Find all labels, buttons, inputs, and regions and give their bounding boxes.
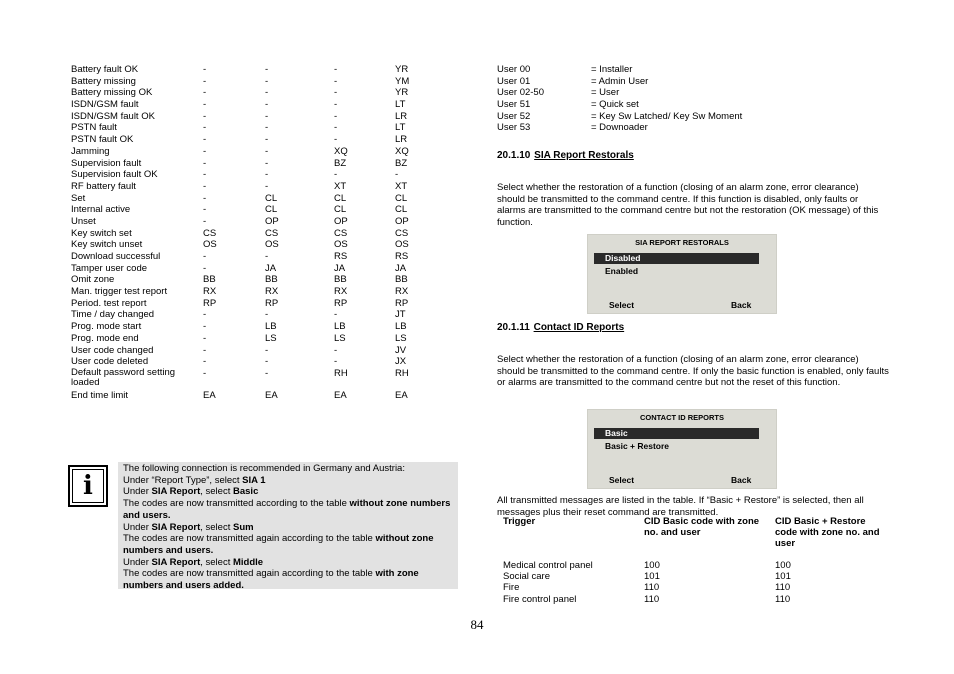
table-row [71,251,431,263]
info-line: Under SIA Report, select Sum [123,521,254,533]
table-row [71,76,431,88]
event-code: CS [334,227,348,239]
table-row [71,390,431,402]
event-code: OS [395,239,409,251]
list-item [497,87,877,99]
event-code: BZ [334,157,347,169]
event-code: CS [395,227,409,239]
table-row [71,333,431,345]
info-icon [66,462,112,512]
table-row [71,274,431,286]
event-code: - [203,251,207,262]
event-code: - [203,332,207,344]
cid-header-basic: CID Basic code with zone no. and user [644,516,760,538]
event-code: - [334,64,338,75]
event-code: - [203,321,207,333]
event-code: CL [265,192,278,204]
table-row [71,122,431,134]
event-name: Jamming [71,145,110,157]
event-code: - [203,87,207,99]
event-code: - [265,251,269,262]
event-name: User code deleted [71,356,149,368]
event-code: BZ [395,157,408,169]
table-row [503,560,893,571]
event-code: RP [334,297,348,309]
event-code: OS [203,239,217,251]
contact-id-screen [587,409,777,489]
event-code: OP [395,215,409,227]
user-id: User 00 [497,64,531,75]
event-code: BB [203,274,216,286]
screen-select-key[interactable]: Select [609,300,635,310]
event-code: - [334,169,338,181]
user-id: User 02-50 [497,87,544,99]
table-row [71,298,431,310]
event-name: Download successful [71,251,161,262]
event-name: Unset [71,215,96,227]
event-code: - [265,367,269,379]
event-code: RH [395,367,409,379]
event-name: ISDN/GSM fault [71,99,139,111]
table-row [71,169,431,181]
event-code: EA [395,389,408,401]
info-line: Under SIA Report, select Basic [123,486,259,498]
list-item [497,99,877,111]
cid-trigger: Fire [503,582,520,594]
page-number: 84 [470,617,484,632]
event-code: - [265,356,269,368]
event-code: XQ [395,145,409,157]
table-row [71,216,431,228]
screen-back-key[interactable]: Back [731,300,752,310]
event-code: RX [395,286,409,298]
event-name: Prog. mode end [71,332,139,344]
cid-code: 110 [775,593,791,605]
event-code: JA [334,262,346,274]
event-code: CS [265,227,279,239]
table-row [71,228,431,240]
table-row [71,158,431,170]
event-name: PSTN fault OK [71,134,134,146]
event-code: - [265,87,269,99]
event-code: - [203,110,207,122]
screen-option-selected[interactable]: Disabled [594,253,759,264]
table-row [71,181,431,193]
event-code: - [265,110,269,122]
table-row [71,204,431,216]
event-name: Key switch unset [71,239,143,251]
event-code: - [203,157,207,169]
event-code: YR [395,64,409,75]
event-code: - [203,180,207,192]
event-code: BB [334,274,347,286]
table-row [71,111,431,123]
event-name: PSTN fault [71,122,117,134]
event-code: XT [395,180,408,192]
event-name: Omit zone [71,274,115,286]
cid-trigger: Social care [503,571,550,583]
event-code: CL [334,204,347,216]
event-code: CL [395,204,408,216]
event-code: YM [395,75,410,87]
cid-code: 110 [775,582,791,594]
event-name: Set [71,192,86,204]
event-code: RS [395,251,409,262]
event-code: OS [334,239,348,251]
event-code: - [265,64,269,75]
cid-table-body [503,560,893,605]
event-code: - [265,99,269,111]
event-name: Default password setting loaded [71,366,176,389]
event-code: RP [203,297,217,309]
event-code: CL [334,192,347,204]
event-name: RF battery fault [71,180,136,192]
screen-option[interactable]: Basic + Restore [605,441,670,451]
info-box [118,462,458,592]
event-code: - [203,356,207,368]
table-row [71,87,431,99]
user-role: = Key Sw Latched/ Key Sw Moment [591,110,743,122]
event-code: OS [265,239,279,251]
cid-code: 101 [644,571,660,583]
event-code: BB [265,274,278,286]
event-code: LB [265,321,277,333]
event-code: - [265,75,269,87]
event-code: - [334,344,338,356]
user-id: User 53 [497,122,531,134]
event-code: - [203,262,207,274]
event-code: - [203,134,207,146]
table-row [503,571,893,582]
list-item [497,122,877,134]
screen-back-key[interactable]: Back [731,475,752,485]
event-name: Battery fault OK [71,64,139,75]
event-name: ISDN/GSM fault OK [71,110,155,122]
list-item [497,111,877,123]
event-code: RH [334,367,348,379]
event-code: JT [395,309,406,321]
table-row [71,134,431,146]
event-code: - [265,122,269,134]
event-name: User code changed [71,344,154,356]
user-role: = Installer [591,64,633,75]
table-row [503,594,893,605]
user-id: User 52 [497,110,531,122]
event-code: LS [265,332,277,344]
section-heading-sia: 20.1.10 SIA Report Restorals [497,150,634,161]
event-code: EA [265,389,278,401]
event-code: RS [334,251,348,262]
event-code: - [203,99,207,111]
cid-code-table [503,516,893,605]
list-item [497,64,877,76]
event-code: JX [395,356,407,368]
event-code: LR [395,134,408,146]
event-code: - [334,87,338,99]
event-code: LS [334,332,346,344]
cid-header-restore: CID Basic + Restore code with zone no. and user [775,516,880,549]
event-name: Tamper user code [71,262,148,274]
table-row [71,146,431,158]
event-name: Time / day changed [71,309,155,321]
table-row [71,64,431,76]
event-code: RP [395,297,409,309]
event-code: - [203,64,207,75]
section-heading-cid: 20.1.11 Contact ID Reports [497,322,625,333]
event-name: Internal active [71,204,131,216]
info-line: The codes are now transmitted again according to the table with zone numbers and users added. [123,568,419,592]
event-name: Battery missing [71,75,136,87]
table-row [71,239,431,251]
cid-header-trigger: Trigger [503,516,536,527]
event-code: LT [395,122,406,134]
event-code: - [265,134,269,146]
event-code: RX [265,286,279,298]
cid-trigger: Medical control panel [503,560,593,571]
info-line: Under “Report Type”, select SIA 1 [123,474,266,486]
event-code: XT [334,180,347,192]
cid-code: 101 [775,571,791,583]
event-code: - [265,157,269,169]
event-code: CL [265,204,278,216]
table-row [71,99,431,111]
event-name: Supervision fault [71,157,142,169]
event-code: - [265,145,269,157]
user-role: = Admin User [591,75,649,87]
user-role: = Quick set [591,99,639,111]
event-code: - [203,344,207,356]
event-code: - [334,122,338,134]
sia-description: Select whether the restoration of a function (closing of an alarm zone, error clearance) should be transmitted to the command centre. If this function is disabled, only faults or alarms are transmitted to the command centre but not the restoration (OK message) of this function. [497,182,879,229]
cid-table-intro: All transmitted messages are listed in the table. If “Basic + Restore” is selected, then all messages plus their reset command are transmitted. [497,495,864,518]
event-code: - [203,309,207,321]
event-name: Battery missing OK [71,87,153,99]
event-code: - [334,309,338,321]
event-code: JA [265,262,277,274]
event-code: EA [203,389,216,401]
list-item [497,76,877,88]
table-row [71,193,431,205]
event-code: - [203,122,207,134]
event-code: EA [334,389,347,401]
table-row [503,582,893,593]
event-code: - [203,192,207,204]
table-row [71,309,431,321]
event-code: - [265,309,269,321]
event-code: YR [395,87,409,99]
event-name: Key switch set [71,227,132,239]
event-code: - [203,367,207,379]
cid-code: 110 [644,593,660,605]
event-code: LR [395,110,408,122]
event-code-table [71,64,431,402]
event-code: LB [395,321,407,333]
event-name: End time limit [71,389,129,401]
table-row [71,345,431,357]
event-code: RX [334,286,348,298]
table-row [71,263,431,275]
screen-option[interactable]: Enabled [605,266,639,276]
info-line: The following connection is recommended in Germany and Austria: [123,463,405,474]
screen-title: SIA REPORT RESTORALS [635,238,729,247]
info-line: The codes are now transmitted again according to the table without zone numbers and users. [123,533,434,556]
screen-option-selected[interactable]: Basic [594,428,759,439]
user-role: = Downoader [591,122,648,134]
event-code: - [265,180,269,192]
event-code: - [334,134,338,146]
event-code: - [203,145,207,157]
event-code: LT [395,99,406,111]
table-row [71,368,431,390]
cid-code: 100 [775,560,791,571]
event-code: LB [334,321,346,333]
event-code: OP [265,215,279,227]
event-code: - [395,169,399,181]
event-code: RP [265,297,279,309]
event-name: Period. test report [71,297,147,309]
event-code: - [203,204,207,216]
event-code: - [203,215,207,227]
event-code: OP [334,215,348,227]
table-row [71,286,431,298]
event-code: - [334,356,338,368]
cid-code: 100 [644,560,660,571]
screen-title: CONTACT ID REPORTS [639,413,725,422]
event-code: CS [203,227,217,239]
event-code: JA [395,262,407,274]
cid-table-header [503,516,893,560]
user-id: User 51 [497,99,531,111]
event-code: - [265,169,269,181]
event-name: Supervision fault OK [71,169,158,181]
event-code: - [334,110,338,122]
event-code: - [203,75,207,87]
table-row [71,321,431,333]
screen-select-key[interactable]: Select [609,475,635,485]
event-code: JV [395,344,407,356]
cid-code: 110 [644,582,660,594]
event-code: - [203,169,207,181]
user-id: User 01 [497,75,531,87]
cid-description: Select whether the restoration of a function (closing of an alarm zone, error clearance) should be transmitted to the command centre. If only the basic function is enabled, only faults or alarms are transmitted to the command centre but not the reset of this function. [497,354,889,389]
event-code: XQ [334,145,348,157]
info-line: The codes are now transmitted according to the table without zone numbers and users. [123,498,451,521]
cid-trigger: Fire control panel [503,593,577,605]
event-name: Man. trigger test report [71,286,168,298]
user-role: = User [591,87,620,99]
event-code: LS [395,332,407,344]
event-code: CL [395,192,408,204]
event-code: - [334,75,338,87]
user-list [497,64,877,134]
event-name: Prog. mode start [71,321,142,333]
event-code: - [334,99,338,111]
info-icon-glyph: i [72,469,104,503]
event-code: BB [395,274,408,286]
event-code: RX [203,286,217,298]
sia-restorals-screen [587,234,777,314]
event-code: - [265,344,269,356]
info-line: Under SIA Report, select Middle [123,556,264,568]
